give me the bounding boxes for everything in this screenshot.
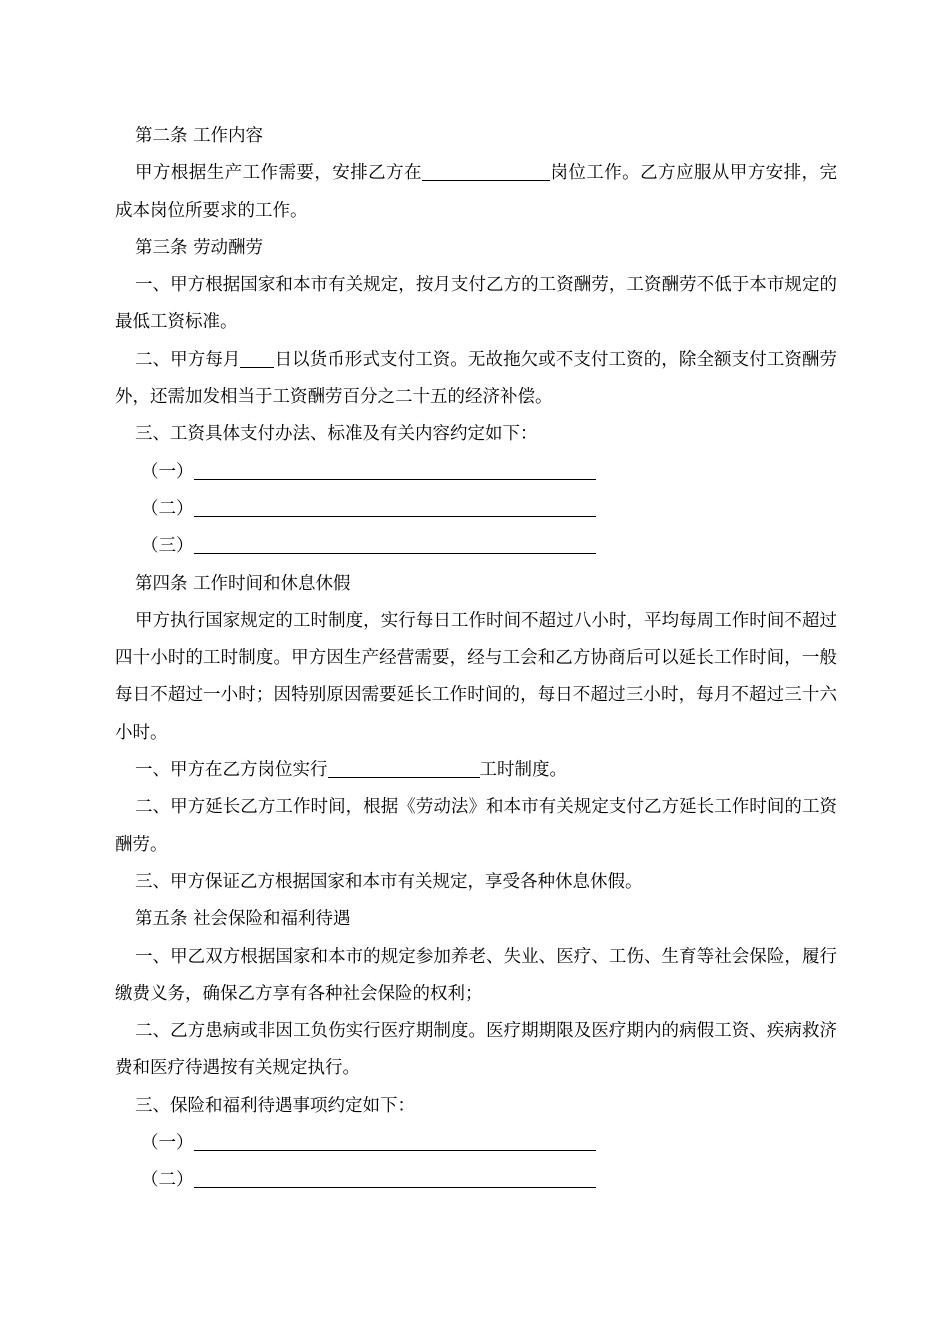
article-5-item-2 <box>115 1162 837 1199</box>
position-blank <box>422 162 550 181</box>
article-3-p2-text-b: 日以货币形式支付工资。无故拖欠或不支付工资的，除全额支付工资酬劳外，还需加发相当于工资酬劳百分之二十五的经济补偿。 <box>115 349 838 408</box>
article-2-title: 第二条 工作内容 <box>135 126 264 146</box>
work-hours-blank <box>328 759 480 778</box>
pay-day-blank <box>240 349 274 368</box>
article-3-item-1 <box>115 454 837 491</box>
article-3-item-2-blank <box>194 498 596 517</box>
article-5-paragraph-3: 三、保险和福利待遇事项约定如下： <box>135 1095 415 1116</box>
article-4-title: 第四条 工作时间和休息休假 <box>135 573 351 594</box>
article-2-text-a: 甲方根据生产工作需要，安排乙方在 <box>135 163 422 184</box>
contract-page <box>115 118 837 1200</box>
article-5-item-1-label: （一） <box>141 1133 194 1154</box>
article-5-item-1-blank <box>194 1132 596 1151</box>
article-3-item-1-label: （一） <box>141 461 194 482</box>
article-4-p2-text-a: 一、甲方在乙方岗位实行 <box>135 760 328 781</box>
article-2-paragraph <box>115 155 837 230</box>
article-5-item-1 <box>115 1125 837 1162</box>
article-3-title: 第三条 劳动酬劳 <box>135 237 264 258</box>
article-5-item-2-blank <box>194 1169 596 1188</box>
article-5-paragraph-2: 二、乙方患病或非因工负伤实行医疗期制度。医疗期期限及医疗期内的病假工资、疾病救济费和医疗待遇按有关规定执行。 <box>115 1021 837 1079</box>
article-4-paragraph-4: 三、甲方保证乙方根据国家和本市有关规定，享受各种休息休假。 <box>135 871 643 892</box>
article-3-item-2 <box>115 491 837 528</box>
article-3-item-2-label: （二） <box>141 498 194 519</box>
article-3-item-3-label: （三） <box>141 536 194 557</box>
article-3-item-1-blank <box>194 461 596 480</box>
article-2-text-b: 岗位工作。乙方应服从甲方安排，完成本岗位所要求的工作。 <box>115 163 837 221</box>
article-5-item-2-label: （二） <box>141 1170 194 1191</box>
article-4-paragraph-1: 甲方执行国家规定的工时制度，实行每日工作时间不超过八小时，平均每周工作时间不超过四十小时的工时制度。甲方因生产经营需要，经与工会和乙方协商后可以延长工作时间，一般每日不超过一小时；因特别原因需要延长工作时间的，每日不超过三小时，每月不超过三十六小时。 <box>115 610 837 743</box>
article-3-paragraph-3: 三、工资具体支付办法、标准及有关内容约定如下： <box>135 424 538 445</box>
article-5-title: 第五条 社会保险和福利待遇 <box>135 909 351 930</box>
article-3-p2-text-a: 二、甲方每月 <box>135 349 241 370</box>
article-3-item-3-blank <box>194 535 596 554</box>
article-3-paragraph-2 <box>115 342 837 417</box>
article-5-paragraph-1: 一、甲乙双方根据国家和本市的规定参加养老、失业、医疗、工伤、生育等社会保险，履行缴费义务，确保乙方享有各种社会保险的权利； <box>115 946 837 1004</box>
article-3-paragraph-1: 一、甲方根据国家和本市有关规定，按月支付乙方的工资酬劳，工资酬劳不低于本市规定的最低工资标准。 <box>115 275 837 333</box>
article-4-p2-text-b: 工时制度。 <box>479 760 567 781</box>
article-4-paragraph-2 <box>115 752 837 789</box>
article-3-item-3 <box>115 528 837 565</box>
article-4-paragraph-3: 二、甲方延长乙方工作时间，根据《劳动法》和本市有关规定支付乙方延长工作时间的工资酬劳。 <box>115 797 837 855</box>
